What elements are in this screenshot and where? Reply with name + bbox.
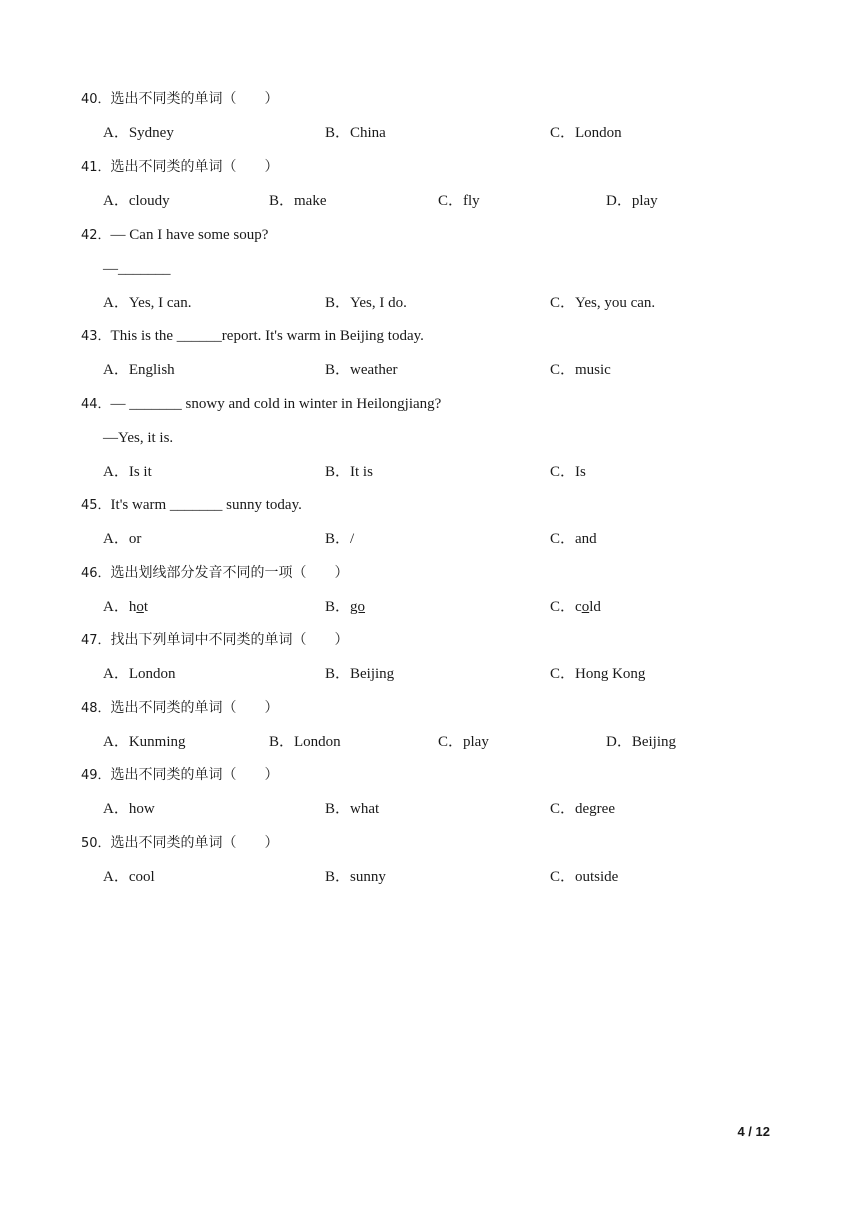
option-a: A．Yes, I can.: [103, 295, 192, 311]
question-stem: 选出划线部分发音不同的一项（ ）: [110, 565, 349, 581]
question-number: 45．: [81, 498, 111, 513]
question-46: [81, 562, 349, 584]
option-b: B．what: [325, 801, 380, 817]
option-label: A．: [103, 599, 129, 615]
question-50: [81, 832, 279, 854]
option-b: [325, 596, 365, 618]
option-b: B．make: [269, 193, 327, 209]
underlined-letters: o: [581, 599, 590, 615]
option-a: A．Is it: [103, 464, 152, 480]
option-c: [550, 596, 601, 618]
question-44: [81, 393, 441, 415]
option-b: B．weather: [325, 362, 398, 378]
option-d: D．play: [606, 193, 658, 209]
question-number: 50．: [81, 836, 111, 851]
option-c: C．degree: [550, 801, 615, 817]
option-a: [103, 596, 148, 618]
underlined-letters: o: [136, 599, 144, 615]
option-d: D．Beijing: [606, 734, 676, 750]
option-c: C．fly: [438, 193, 480, 209]
option-label: B．: [325, 599, 351, 615]
option-text: ld: [589, 599, 601, 615]
question-stem: It's warm _______ sunny today.: [110, 497, 302, 513]
option-c: C．music: [550, 362, 611, 378]
question-49: [81, 764, 279, 786]
option-text: t: [143, 599, 149, 615]
question-number: 43．: [81, 329, 111, 344]
option-a: A．cloudy: [103, 193, 170, 209]
page-number: 4 / 12: [737, 1124, 770, 1139]
question-48: [81, 697, 279, 719]
option-c: C．London: [550, 125, 622, 141]
question-40: [81, 88, 279, 110]
question-stem: 找出下列单词中不同类的单词（ ）: [110, 632, 349, 648]
option-a: A．Sydney: [103, 125, 174, 141]
question-stem: 选出不同类的单词（ ）: [110, 700, 279, 716]
question-number: 46．: [81, 566, 111, 581]
question-number: 47．: [81, 633, 111, 648]
option-text: c: [575, 599, 582, 615]
option-a: A．cool: [103, 869, 155, 885]
option-b: B．London: [269, 734, 341, 750]
question-45: [81, 494, 302, 516]
answer-line: —_______: [103, 261, 171, 277]
option-c: C．and: [550, 531, 597, 547]
option-b: B．It is: [325, 464, 373, 480]
option-a: A．London: [103, 666, 176, 682]
question-stem: 选出不同类的单词（ ）: [110, 159, 279, 175]
underlined-letters: go: [350, 599, 366, 615]
option-b: B．Yes, I do.: [325, 295, 407, 311]
option-c: C．Yes, you can.: [550, 295, 656, 311]
answer-line: —Yes, it is.: [103, 430, 174, 446]
question-number: 49．: [81, 768, 111, 783]
option-a: A．Kunming: [103, 734, 186, 750]
question-43: [81, 325, 424, 347]
option-a: A．how: [103, 801, 155, 817]
question-number: 48．: [81, 701, 111, 716]
option-b: B．sunny: [325, 869, 386, 885]
question-stem: This is the ______report. It's warm in Beijing today.: [110, 328, 424, 344]
question-stem: 选出不同类的单词（ ）: [110, 91, 279, 107]
option-c: C．Is: [550, 464, 586, 480]
option-c: C．outside: [550, 869, 619, 885]
option-c: C．Hong Kong: [550, 666, 646, 682]
option-a: A．English: [103, 362, 175, 378]
option-a: A．or: [103, 531, 142, 547]
question-number: 40．: [81, 92, 111, 107]
option-b: B．China: [325, 125, 386, 141]
option-text: h: [128, 599, 137, 615]
question-number: 44．: [81, 397, 111, 412]
question-number: 41．: [81, 160, 111, 175]
option-label: C．: [550, 599, 576, 615]
option-b: B．Beijing: [325, 666, 395, 682]
question-47: [81, 629, 349, 651]
question-number: 42．: [81, 228, 111, 243]
option-b: B．/: [325, 531, 355, 547]
question-stem: 选出不同类的单词（ ）: [110, 767, 279, 783]
question-41: [81, 156, 279, 178]
question-stem: 选出不同类的单词（ ）: [110, 835, 279, 851]
question-42: [81, 224, 268, 246]
question-stem: — Can I have some soup?: [110, 227, 269, 243]
option-c: C．play: [438, 734, 489, 750]
question-stem: — _______ snowy and cold in winter in Heilongjiang?: [110, 396, 442, 412]
